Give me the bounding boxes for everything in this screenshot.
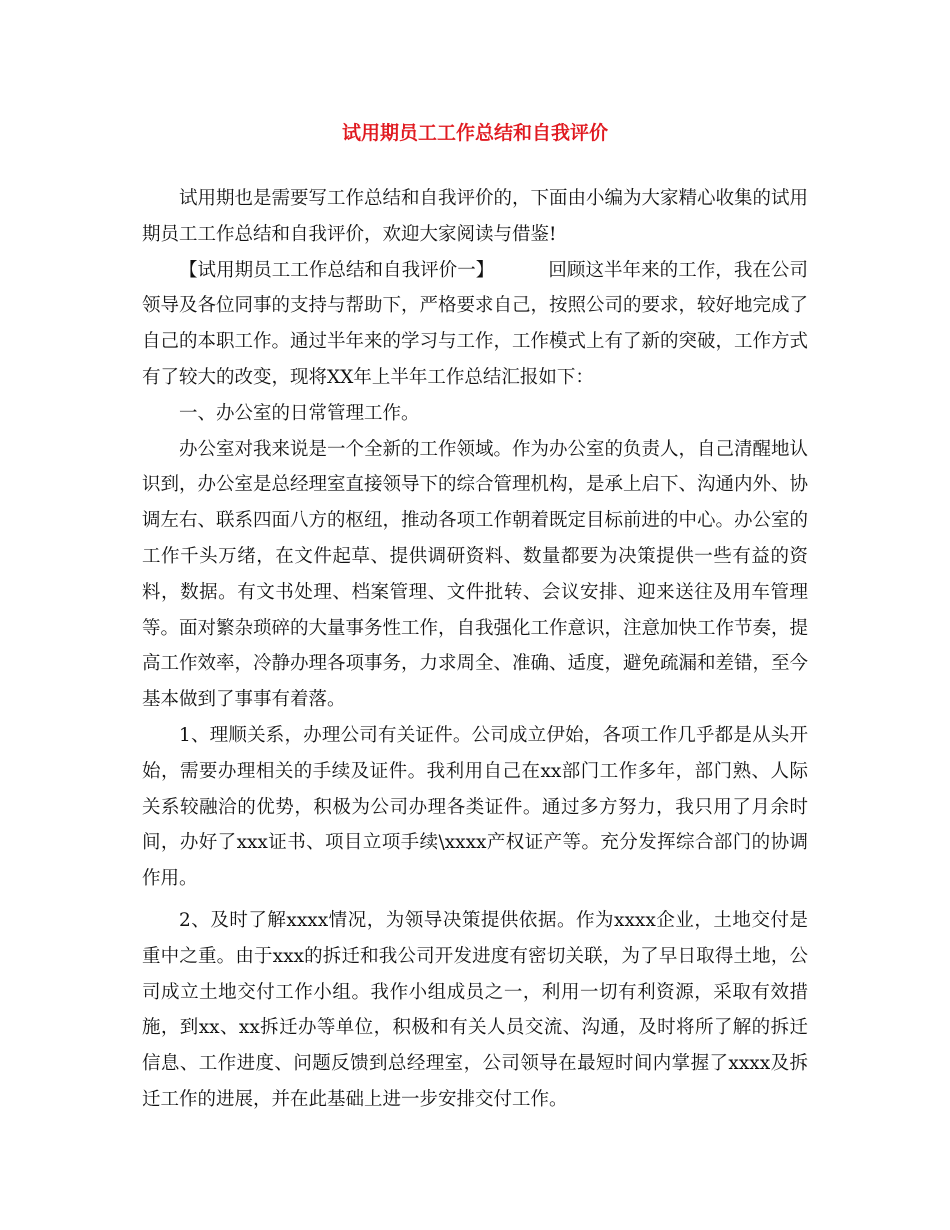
item-1-paragraph: 1、理顺关系，办理公司有关证件。公司成立伊始，各项工作几乎都是从头开始，需要办理相关的手续及证件。我利用自己在xx部门工作多年，部门熟、人际关系较融洽的优势，积极为公司办理各类证件。通过多方努力，我只用了月余时间，办好了xxx证书、项目立项手续\xxxx产权证产等。充分发挥综合部门的协调作用。: [142, 724, 808, 890]
section-title: 一、办公室的日常管理工作。: [179, 402, 420, 424]
section-heading: 【试用期员工工作总结和自我评价一】: [179, 259, 495, 281]
section-heading-paragraph: [142, 253, 808, 396]
document-body: [142, 181, 808, 1118]
review-text: 回顾这半年来的工作，我在公司领导及各位同事的支持与帮助下，严格要求自己，按照公司的要求，较好地完成了自己的本职工作。通过半年来的学习与工作，工作模式上有了新的突破，工作方式有了较大的改变，现将XX年上半年工作总结汇报如下：: [142, 259, 809, 388]
office-paragraph: 办公室对我来说是一个全新的工作领域。作为办公室的负责人，自己清醒地认识到，办公室是总经理室直接领导下的综合管理机构，是承上启下、沟通内外、协调左右、联系四面八方的枢纽，推动各项工作朝着既定目标前进的中心。办公室的工作千头万绪，在文件起草、提供调研资料、数量都要为决策提供一些有益的资料，数据。有文书处理、档案管理、文件批转、会议安排、迎来送往及用车管理等。面对繁杂琐碎的大量事务性工作，自我强化工作意识，注意加快工作节奏，提高工作效率，冷静办理各项事务，力求周全、准确、适度，避免疏漏和差错，至今基本做到了事事有着落。: [142, 438, 809, 711]
intro-paragraph: 试用期也是需要写工作总结和自我评价的，下面由小编为大家精心收集的试用期员工工作总结和自我评价，欢迎大家阅读与借鉴!: [142, 188, 809, 245]
document-title: 试用期员工工作总结和自我评价: [341, 122, 608, 144]
item-2-paragraph: 2、及时了解xxxx情况，为领导决策提供依据。作为xxxx企业，土地交付是重中之重。由于xxx的拆迁和我公司开发进度有密切关联，为了早日取得土地，公司成立土地交付工作小组。我作小组成员之一，利用一切有利资源，采取有效措施，到xx、xx拆迁办等单位，积极和有关人员交流、沟通，及时将所了解的拆迁信息、工作进度、问题反馈到总经理室，公司领导在最短时间内掌握了xxxx及拆迁工作的进展，并在此基础上进一步安排交付工作。: [142, 909, 808, 1110]
